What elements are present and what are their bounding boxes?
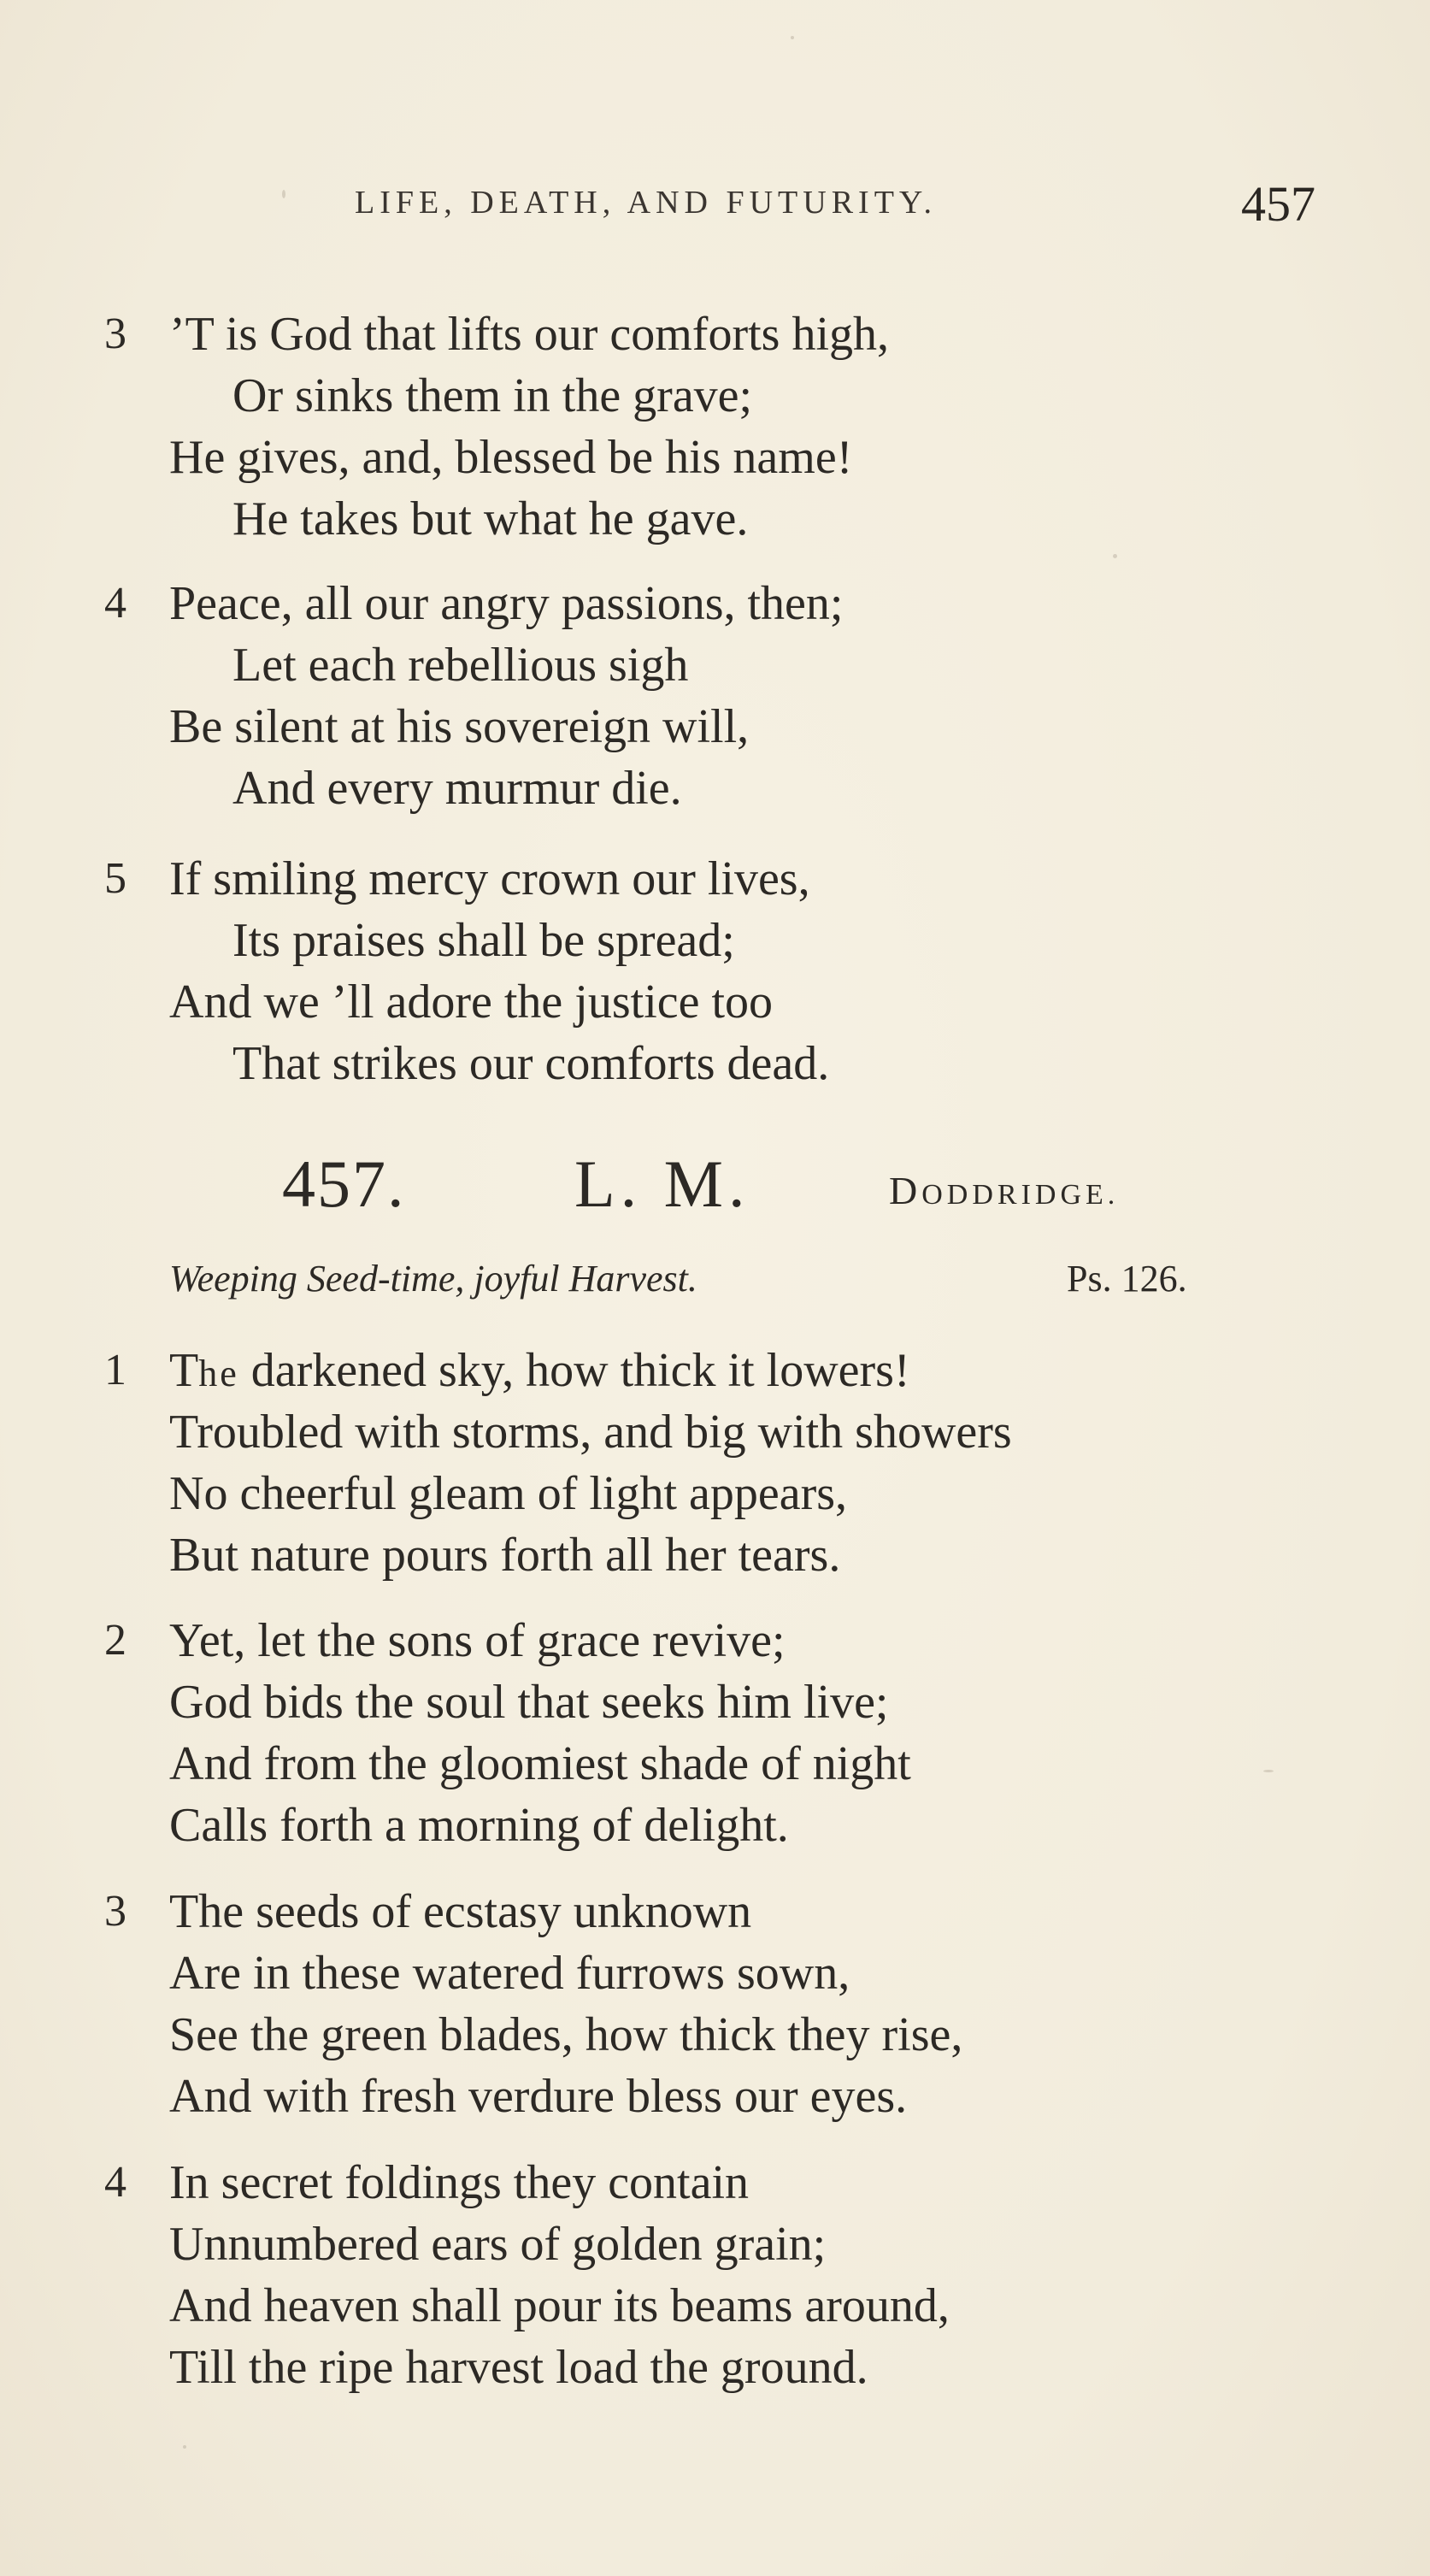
paper-speck bbox=[791, 36, 794, 39]
verse-line: In secret foldings they contain bbox=[169, 2156, 750, 2209]
verse-line: Yet, let the sons of grace revive; bbox=[169, 1614, 786, 1667]
paper-speck bbox=[183, 2445, 186, 2449]
verse-number: 3 bbox=[104, 309, 127, 358]
verse-line: And from the gloomiest shade of night bbox=[169, 1737, 911, 1790]
verse-line: But nature pours forth all her tears. bbox=[169, 1529, 841, 1582]
hymn-meter: L. M. bbox=[574, 1147, 750, 1221]
paper-speck bbox=[282, 190, 285, 198]
paper-speck bbox=[1263, 1770, 1274, 1772]
verse-line: And heaven shall pour its beams around, bbox=[169, 2279, 950, 2332]
verse-number: 1 bbox=[104, 1346, 127, 1394]
first-line-rest: darkened sky, how thick it lowers! bbox=[238, 1344, 910, 1397]
verse-line: Peace, all our angry passions, then; bbox=[169, 577, 844, 630]
first-word-initial: T bbox=[169, 1344, 199, 1397]
verse-line: He takes but what he gave. bbox=[232, 492, 749, 545]
verse-line: Are in these watered furrows sown, bbox=[169, 1947, 850, 2000]
verse-line: And we ’ll adore the justice too bbox=[169, 976, 774, 1029]
hymn-header bbox=[0, 1146, 1430, 1223]
verse-line: Let each rebellious sigh bbox=[232, 639, 689, 692]
verse-line: Be silent at his sovereign will, bbox=[169, 700, 750, 753]
verse-line: No cheerful gleam of light appears, bbox=[169, 1467, 848, 1520]
running-head: LIFE, DEATH, AND FUTURITY. bbox=[355, 185, 937, 221]
verse-number: 2 bbox=[104, 1616, 127, 1665]
verse-line: Till the ripe harvest load the ground. bbox=[169, 2341, 868, 2394]
verse-line: Unnumbered ears of golden grain; bbox=[169, 2218, 827, 2271]
page-number: 457 bbox=[1241, 176, 1315, 232]
author-rest: ODDRIDGE. bbox=[921, 1179, 1120, 1211]
psalm-reference: Ps. 126. bbox=[1067, 1258, 1187, 1300]
verse-line: If smiling mercy crown our lives, bbox=[169, 852, 810, 905]
verse-line: God bids the soul that seeks him live; bbox=[169, 1676, 889, 1729]
verse-line-first bbox=[169, 1340, 910, 1405]
verse-line: He gives, and, blessed be his name! bbox=[169, 431, 853, 484]
first-word-rest: he bbox=[198, 1353, 239, 1394]
author-initial: D bbox=[889, 1169, 922, 1212]
verse-line: Or sinks them in the grave; bbox=[232, 369, 753, 422]
verse-number: 3 bbox=[104, 1887, 127, 1936]
hymn-number: 457. bbox=[282, 1147, 406, 1221]
verse-line: And every murmur die. bbox=[232, 762, 682, 815]
hymn-subtitle: Weeping Seed-time, joyful Harvest. bbox=[169, 1258, 697, 1300]
verse-number: 5 bbox=[104, 854, 127, 903]
verse-number: 4 bbox=[104, 2158, 127, 2207]
hymn-author bbox=[889, 1168, 1119, 1213]
paper-speck bbox=[1113, 554, 1117, 558]
verse-line: And with fresh verdure bless our eyes. bbox=[169, 2070, 908, 2123]
verse-line: Troubled with storms, and big with showers bbox=[169, 1406, 1012, 1459]
verse-number: 4 bbox=[104, 579, 127, 628]
verse-line: The seeds of ecstasy unknown bbox=[169, 1885, 752, 1938]
verse-line: Its praises shall be spread; bbox=[232, 914, 735, 967]
verse-line: That strikes our comforts dead. bbox=[232, 1037, 830, 1090]
verse-line: See the green blades, how thick they rise, bbox=[169, 2008, 963, 2061]
verse-line: ’T is God that lifts our comforts high, bbox=[169, 308, 889, 361]
verse-line: Calls forth a morning of delight. bbox=[169, 1799, 789, 1852]
